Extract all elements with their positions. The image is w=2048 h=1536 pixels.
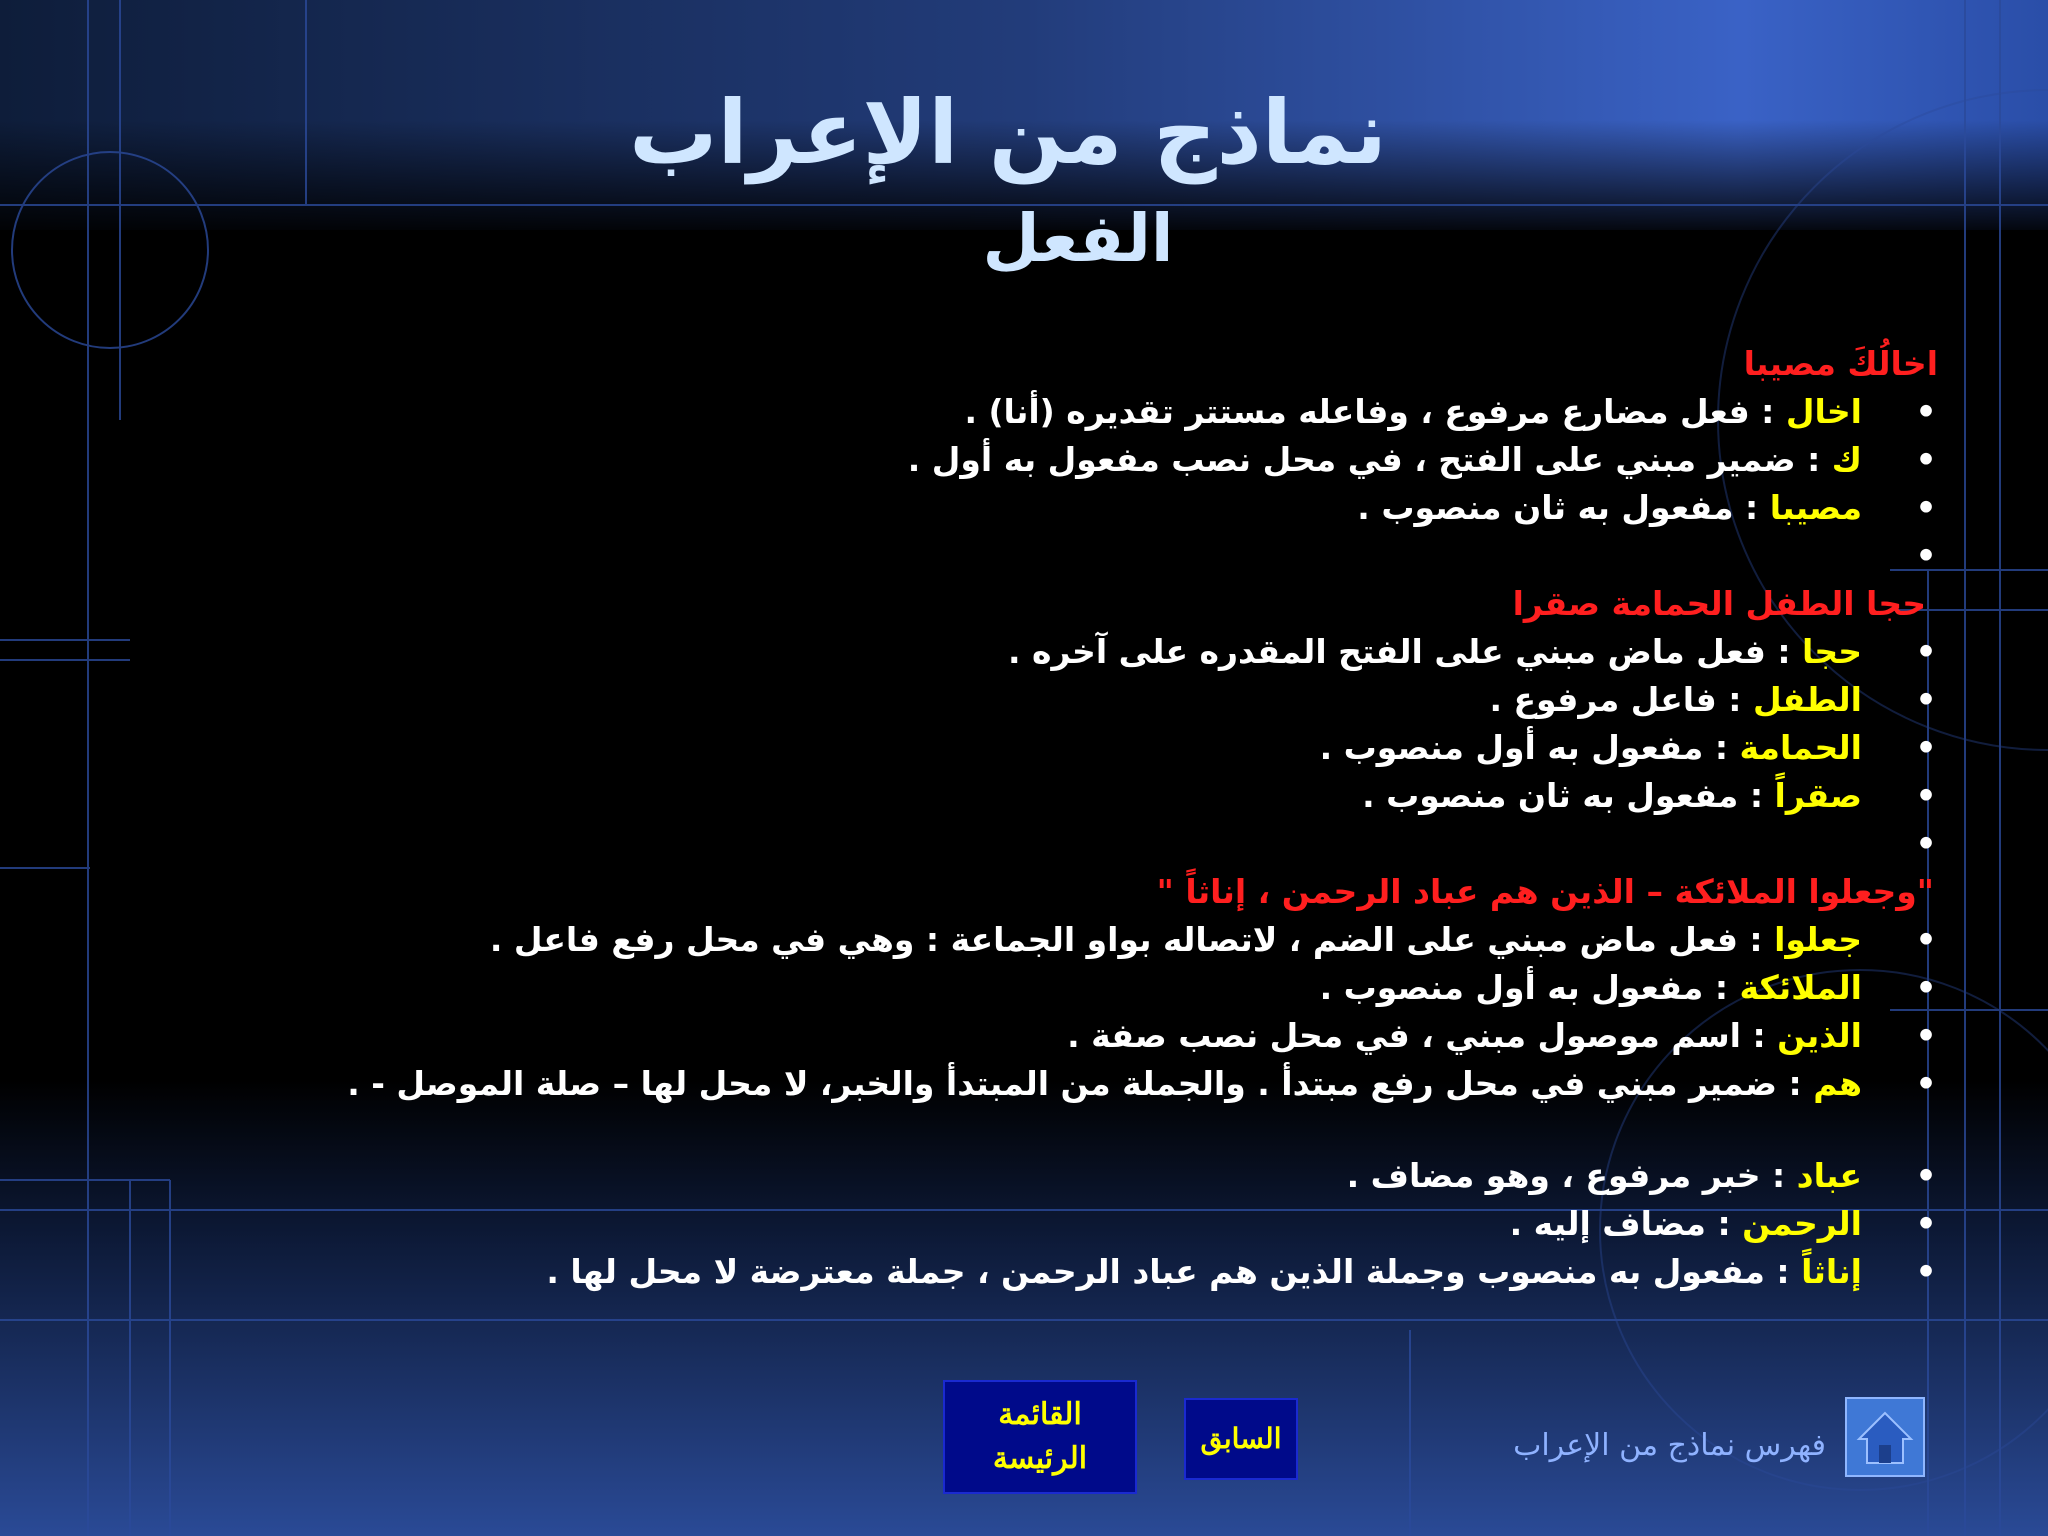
term: هم xyxy=(1813,1064,1862,1103)
term: اخال xyxy=(1785,392,1862,431)
bullet: • xyxy=(1915,536,1937,575)
bullet: • xyxy=(1915,680,1937,719)
list-item xyxy=(118,1012,1938,1060)
explanation: : اسم موصول مبني ، في محل نصب صفة . xyxy=(1067,1016,1778,1055)
bullet: • xyxy=(1915,1064,1937,1103)
bullet: • xyxy=(1915,632,1937,671)
explanation: : مفعول به ثان منصوب . xyxy=(1357,488,1770,527)
example-sentence: حجا الطفل الحمامة صقرا xyxy=(1512,584,1926,623)
list-item xyxy=(118,676,1938,724)
explanation: : مفعول به منصوب وجملة الذين هم عباد الرحمن ، جملة معترضة لا محل لها . xyxy=(546,1252,1802,1291)
main-menu-button[interactable] xyxy=(943,1380,1137,1494)
term: الحمامة xyxy=(1739,728,1862,767)
list-item xyxy=(118,436,1938,484)
list-item xyxy=(118,772,1938,820)
page-title: نماذج من الإعراب xyxy=(629,81,1387,184)
bullet: • xyxy=(1915,728,1937,767)
previous-button[interactable]: السابق xyxy=(1184,1398,1298,1480)
bullet: • xyxy=(1915,392,1937,431)
list-item xyxy=(118,1060,1938,1152)
bullet: • xyxy=(1915,776,1937,815)
explanation: : مفعول به ثان منصوب . xyxy=(1362,776,1775,815)
list-item xyxy=(118,484,1938,532)
list-item xyxy=(118,724,1938,772)
bullet: • xyxy=(1915,440,1937,479)
bullet: • xyxy=(1915,824,1937,863)
term: مصيبا xyxy=(1769,488,1862,527)
explanation: : مفعول به أول منصوب . xyxy=(1319,728,1740,767)
bullet: • xyxy=(1915,488,1937,527)
bullet: • xyxy=(1915,1016,1937,1055)
bullet: • xyxy=(1915,1204,1937,1243)
list-item xyxy=(118,388,1938,436)
list-item xyxy=(118,628,1938,676)
explanation: : مفعول به أول منصوب . xyxy=(1319,968,1740,1007)
home-icon xyxy=(1847,1399,1923,1475)
explanation: : خبر مرفوع ، وهو مضاف . xyxy=(1346,1156,1797,1195)
home-button[interactable] xyxy=(1845,1397,1925,1477)
list-item xyxy=(118,1248,1938,1296)
explanation: : ضمير مبني في محل رفع مبتدأ . والجملة من المبتدأ والخبر، لا محل لها – صلة الموصل - . xyxy=(347,1064,1814,1103)
explanation: : ضمير مبني على الفتح ، في محل نصب مفعول به أول . xyxy=(907,440,1832,479)
page-subtitle: الفعل xyxy=(982,200,1174,277)
list-item xyxy=(118,532,1938,580)
term: جعلوا xyxy=(1774,920,1862,959)
term: الرحمن xyxy=(1742,1204,1862,1243)
explanation: : فعل ماض مبني على الضم ، لاتصاله بواو الجماعة : وهي في محل رفع فاعل . xyxy=(489,920,1775,959)
example-sentence: "وجعلوا الملائكة – الذين هم عباد الرحمن ، إناثاً " xyxy=(1156,872,1934,911)
explanation: : فعل ماض مبني على الفتح المقدره على آخره . xyxy=(1008,632,1803,671)
main-menu-label-line2: الرئيسة xyxy=(992,1442,1088,1475)
term: صقراً xyxy=(1774,776,1862,815)
list-item xyxy=(118,916,1938,964)
explanation: : فاعل مرفوع . xyxy=(1489,680,1753,719)
bullet: • xyxy=(1915,1156,1937,1195)
example-sentence: اخالُكَ مصيبا xyxy=(1743,344,1938,383)
term: إناثاً xyxy=(1801,1252,1862,1291)
explanation: : فعل مضارع مرفوع ، وفاعله مستتر تقديره (أنا) . xyxy=(964,392,1786,431)
term: عباد xyxy=(1796,1156,1862,1195)
list-item xyxy=(118,820,1938,868)
explanation: : مضاف إليه . xyxy=(1509,1204,1743,1243)
list-item xyxy=(118,1200,1938,1248)
index-link[interactable]: فهرس نماذج من الإعراب xyxy=(1513,1428,1826,1463)
bullet: • xyxy=(1915,1252,1937,1291)
term: الذين xyxy=(1777,1016,1862,1055)
bullet: • xyxy=(1915,920,1937,959)
list-item xyxy=(118,1152,1938,1200)
parsing-examples xyxy=(118,340,1938,1296)
term: الطفل xyxy=(1752,680,1862,719)
main-menu-label-line1: القائمة xyxy=(998,1398,1082,1431)
term: حجا xyxy=(1802,632,1862,671)
term: الملائكة xyxy=(1739,968,1862,1007)
list-item xyxy=(118,964,1938,1012)
bullet: • xyxy=(1915,968,1937,1007)
term: ك xyxy=(1831,440,1862,479)
